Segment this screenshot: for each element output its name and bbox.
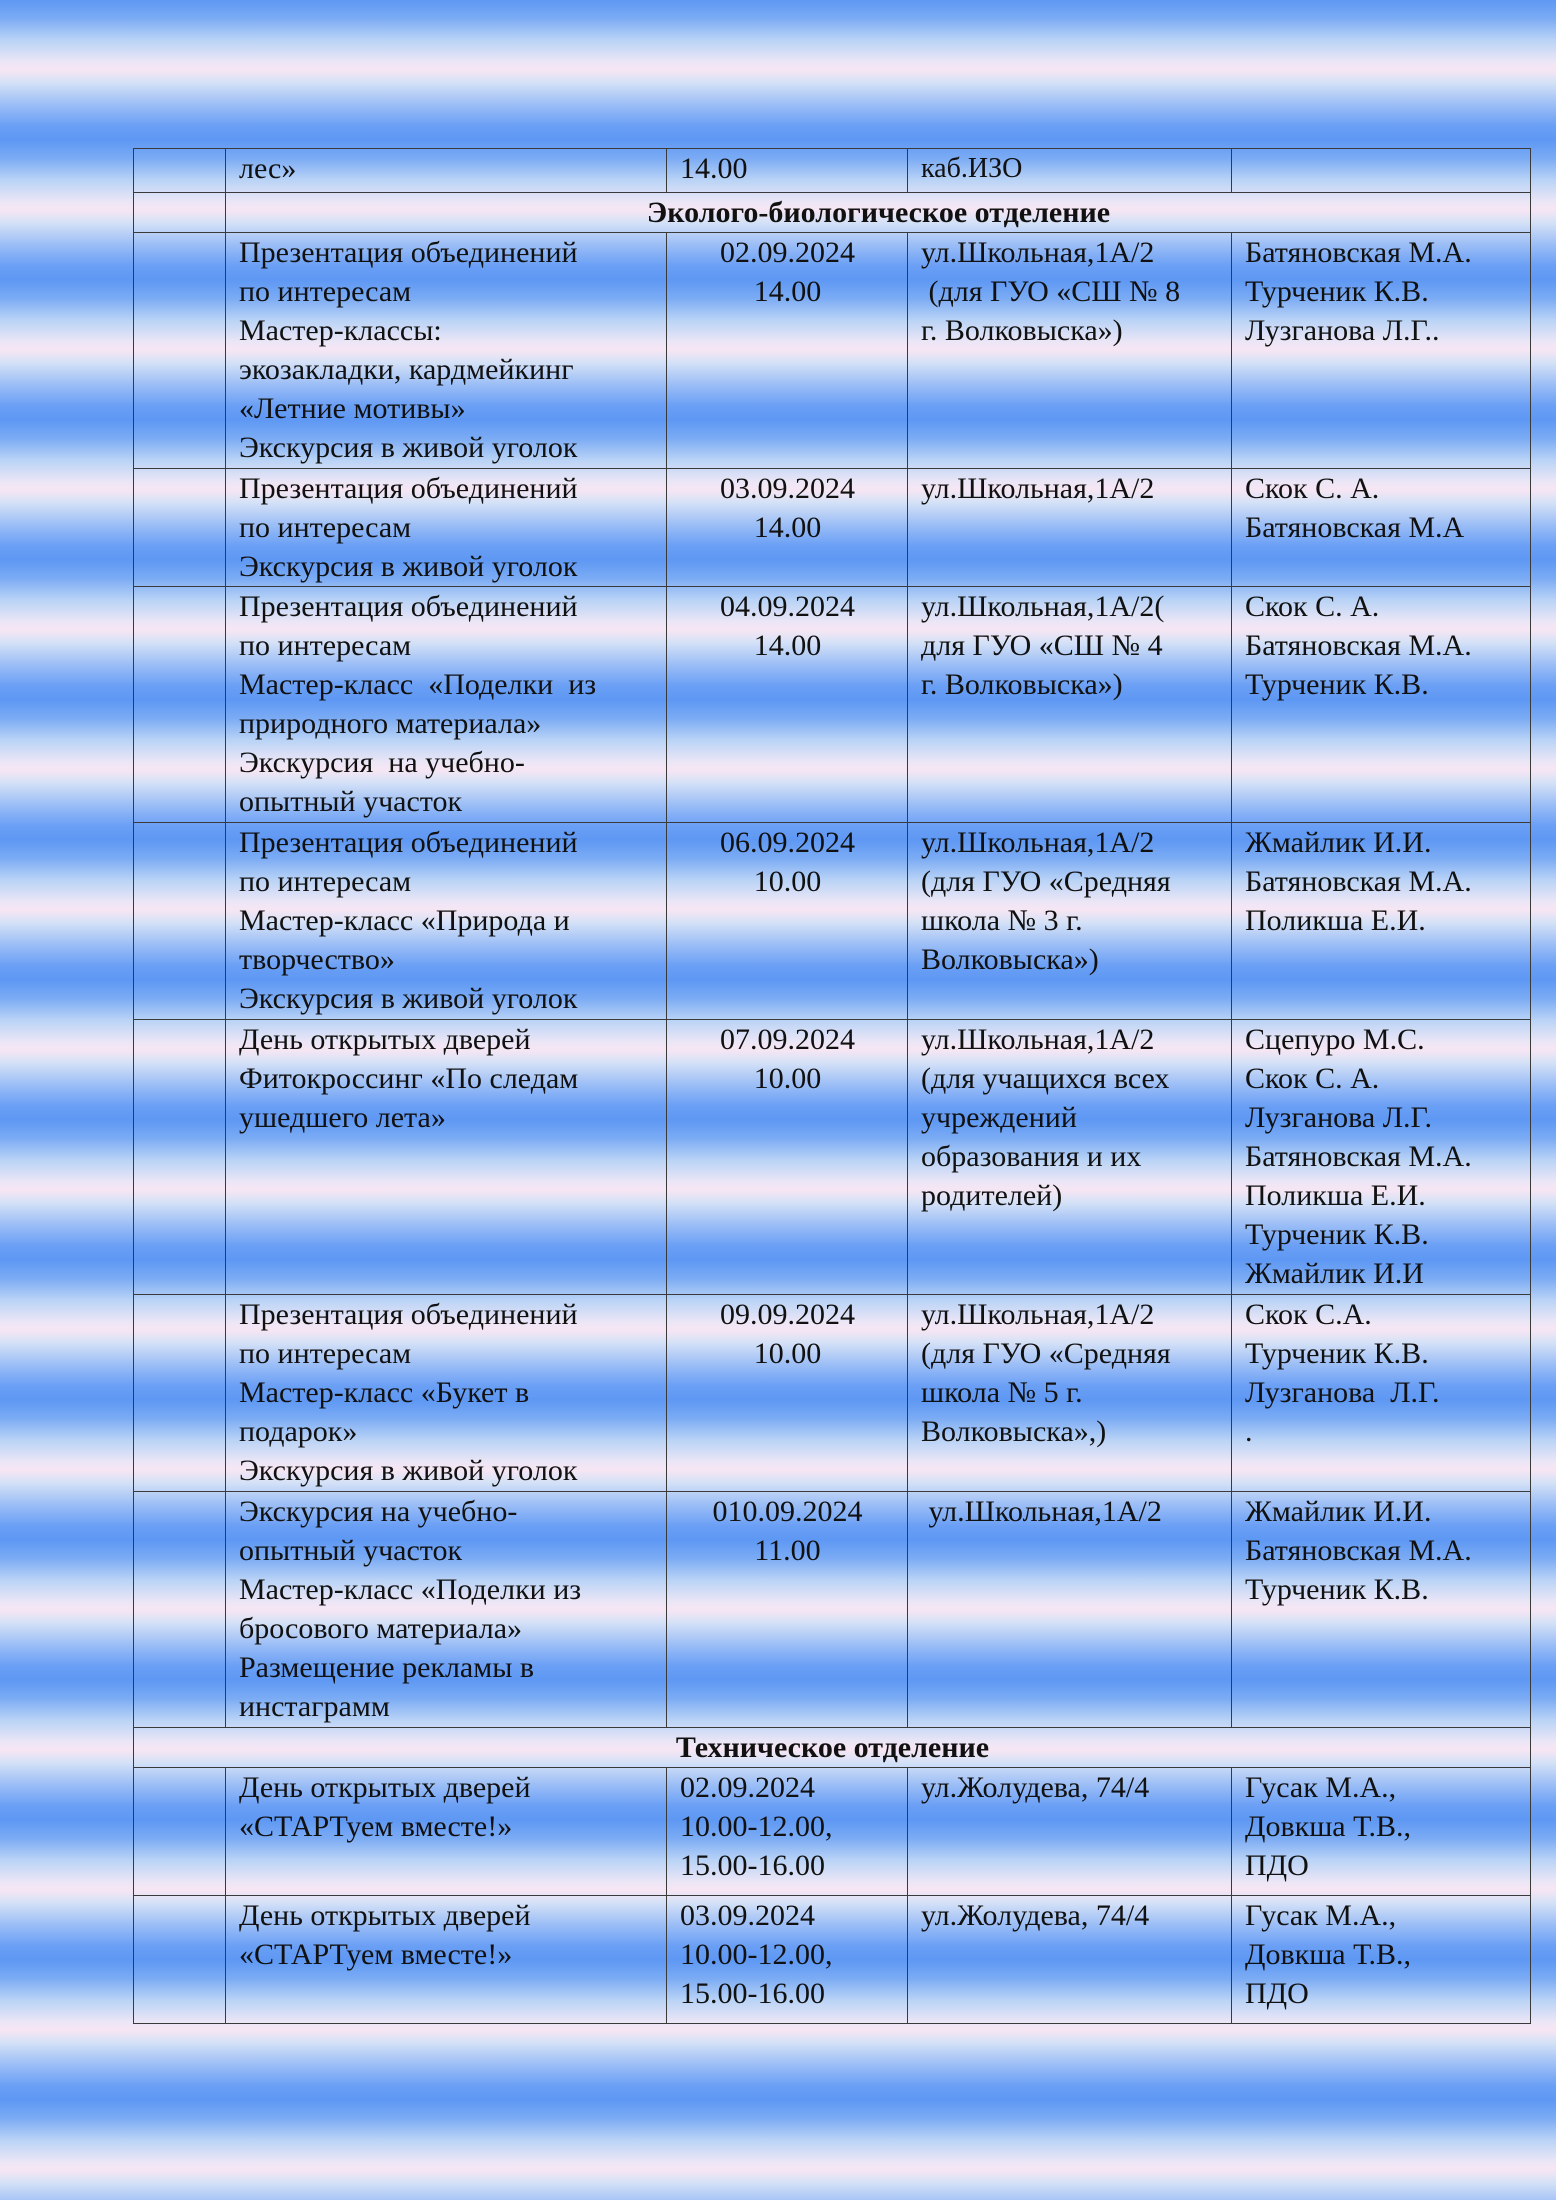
place-line: Волковыска»,) [921,1415,1107,1448]
place-line: учреждений [921,1101,1077,1134]
date-line: 14.00 [753,629,822,662]
schedule-page [133,148,1530,2024]
table-row [134,149,1531,193]
responsible-line: ПДО [1245,1849,1309,1882]
row-number-cell [134,823,226,1020]
responsible-cell [1232,233,1531,469]
place-line: ул.Школьная,1А/2 [921,1495,1162,1528]
event-line: инстаграмм [239,1690,390,1723]
row-number-cell [134,1768,226,1896]
event-line: Презентация объединений [239,236,578,269]
place-cell [908,233,1232,469]
responsible-line: Батяновская М.А. [1245,865,1472,898]
event-line: природного материала» [239,707,542,740]
place-line: ул.Жолудева, 74/4 [921,1771,1150,1804]
event-line: по интересам [239,629,412,662]
date-cell [667,1492,908,1728]
responsible-cell [1232,1020,1531,1295]
responsible-line: Скок С. А. [1245,472,1380,505]
event-line: Мастер-класс «Поделки из [239,1573,582,1606]
place-line: образования и их [921,1140,1142,1173]
date-cell [667,469,908,587]
event-line: День открытых дверей [239,1771,531,1804]
responsible-line: Батяновская М.А. [1245,629,1472,662]
place-cell [908,1492,1232,1728]
table-row [134,469,1531,587]
row-number-cell [134,587,226,823]
date-line: 14.00 [753,275,822,308]
responsible-cell [1232,823,1531,1020]
date-line: 15.00-16.00 [680,1977,825,2010]
responsible-line: Турченик К.В. [1245,275,1429,308]
responsible-line: ПДО [1245,1977,1309,2010]
row-number-cell [134,149,226,193]
responsible-line: Лузганова Л.Г.. [1245,314,1440,347]
event-line: Экскурсия в живой уголок [239,1454,578,1487]
date-line: 03.09.2024 [720,472,855,505]
section-title-tech: Техническое отделение [134,1728,1531,1768]
place-line: школа № 3 г. [921,904,1083,937]
section-header-row [134,193,1531,233]
event-cell [226,1492,667,1728]
eco-section-rows [134,233,1531,1728]
event-line: Фитокроссинг «По следам [239,1062,579,1095]
place-line: (для учащихся всех [921,1062,1170,1095]
place-line: г. Волковыска») [921,668,1123,701]
date-cell [667,1295,908,1492]
date-line: 10.00-12.00, [680,1938,833,1971]
date-cell [667,1020,908,1295]
place-line: родителей) [921,1179,1063,1212]
table-row [134,823,1531,1020]
responsible-cell [1232,1492,1531,1728]
responsible-line: Поликша Е.И. [1245,1179,1426,1212]
place-cell [908,149,1232,193]
event-line: опытный участок [239,785,463,818]
responsible-line: . [1245,1415,1253,1448]
event-line: Экскурсия на учебно- [239,1495,518,1528]
event-cell [226,233,667,469]
date-line: 07.09.2024 [720,1023,855,1056]
table-row [134,1768,1531,1896]
responsible-line: Турченик К.В. [1245,1337,1429,1370]
responsible-line: Турченик К.В. [1245,668,1429,701]
place-cell [908,1896,1232,2024]
responsible-line: Лузганова Л.Г. [1245,1101,1433,1134]
table-row [134,1896,1531,2024]
place-cell [908,469,1232,587]
event-line: День открытых дверей [239,1899,531,1932]
date-cell [667,823,908,1020]
row-number-cell [134,1020,226,1295]
event-line: Экскурсия на учебно- [239,746,525,779]
date-cell [667,149,908,193]
tech-section-rows [134,1768,1531,2024]
row-number-cell [134,193,226,233]
event-line: Мастер-класс «Букет в [239,1376,530,1409]
place-line: ул.Школьная,1А/2 [921,236,1155,269]
date-line: 14.00 [753,511,822,544]
place-cell [908,1768,1232,1896]
date-line: 010.09.2024 [712,1495,863,1528]
table-row [134,1020,1531,1295]
place-cell [908,1020,1232,1295]
date-line: 04.09.2024 [720,590,855,623]
date-cell [667,1896,908,2024]
table-row [134,233,1531,469]
date-line: 11.00 [754,1534,821,1567]
event-line: Мастер-классы: [239,314,442,347]
date-line: 10.00 [753,1062,822,1095]
date-line: 15.00-16.00 [680,1849,825,1882]
event-line: Презентация объединений [239,472,578,505]
date-line: 06.09.2024 [720,826,855,859]
event-line: ушедшего лета» [239,1101,446,1134]
table-row [134,587,1531,823]
responsible-line: Батяновская М.А. [1245,236,1472,269]
event-line: Мастер-класс «Природа и [239,904,570,937]
event-cell [226,469,667,587]
section-title-eco: Эколого-биологическое отделение [226,193,1531,233]
event-line: Презентация объединений [239,826,578,859]
responsible-line: Жмайлик И.И [1245,1257,1424,1290]
date-cell [667,587,908,823]
event-line: Экскурсия в живой уголок [239,550,578,583]
event-line: творчество» [239,943,395,976]
responsible-line: Скок С.А. [1245,1298,1372,1331]
responsible-cell [1232,587,1531,823]
responsible-cell [1232,469,1531,587]
event-line: День открытых дверей [239,1023,531,1056]
place-line: (для ГУО «Средняя [921,865,1171,898]
responsible-line: Турченик К.В. [1245,1218,1429,1251]
row-number-cell [134,1295,226,1492]
date-text: 14.00 [680,152,748,185]
place-line: (для ГУО «Средняя [921,1337,1171,1370]
date-line: 10.00 [753,1337,822,1370]
event-cell [226,823,667,1020]
place-line: ул.Школьная,1А/2 [921,826,1155,859]
place-text: каб.ИЗО [921,153,1023,184]
date-line: 02.09.2024 [720,236,855,269]
event-line: экозакладки, кардмейкинг [239,353,574,386]
schedule-table [133,148,1531,2024]
responsible-line: Гусак М.А., [1245,1771,1397,1804]
responsible-line: Сцепуро М.С. [1245,1023,1425,1056]
responsible-line: Батяновская М.А [1245,511,1465,544]
place-line: ул.Школьная,1А/2 [921,1298,1155,1331]
responsible-cell [1232,149,1531,193]
place-cell [908,1295,1232,1492]
event-line: Презентация объединений [239,590,578,623]
responsible-line: Батяновская М.А. [1245,1140,1472,1173]
responsible-line: Лузганова Л.Г. [1245,1376,1440,1409]
event-line: Презентация объединений [239,1298,578,1331]
date-cell [667,1768,908,1896]
responsible-line: Довкша Т.В., [1245,1810,1411,1843]
responsible-line: Поликша Е.И. [1245,904,1426,937]
responsible-cell [1232,1768,1531,1896]
responsible-line: Жмайлик И.И. [1245,1495,1432,1528]
place-line: Волковыска») [921,943,1099,976]
date-line: 10.00 [753,865,822,898]
place-line: ул.Жолудева, 74/4 [921,1899,1150,1932]
event-cell [226,1768,667,1896]
place-line: (для ГУО «СШ № 8 [921,275,1181,308]
responsible-line: Гусак М.А., [1245,1899,1397,1932]
event-line: Экскурсия в живой уголок [239,982,578,1015]
event-cell [226,149,667,193]
event-line: по интересам [239,1337,412,1370]
date-line: 03.09.2024 [680,1899,815,1932]
event-cell [226,1020,667,1295]
table-row [134,1295,1531,1492]
event-line: подарок» [239,1415,358,1448]
event-line: Размещение рекламы в [239,1651,535,1684]
event-line: бросового материала» [239,1612,523,1645]
table-row [134,1492,1531,1728]
responsible-line: Довкша Т.В., [1245,1938,1411,1971]
responsible-cell [1232,1295,1531,1492]
event-line: «Летние мотивы» [239,392,466,425]
place-line: для ГУО «СШ № 4 [921,629,1163,662]
date-cell [667,233,908,469]
responsible-line: Скок С. А. [1245,590,1380,623]
responsible-line: Батяновская М.А. [1245,1534,1472,1567]
event-cell [226,1896,667,2024]
event-cell [226,1295,667,1492]
event-text: лес» [239,152,297,185]
row-number-cell [134,233,226,469]
event-line: опытный участок [239,1534,463,1567]
place-cell [908,823,1232,1020]
date-line: 02.09.2024 [680,1771,815,1804]
event-line: «СТАРТуем вместе!» [239,1938,513,1971]
responsible-line: Турченик К.В. [1245,1573,1429,1606]
event-line: Мастер-класс «Поделки из [239,668,597,701]
date-line: 09.09.2024 [720,1298,855,1331]
event-line: по интересам [239,511,412,544]
place-line: ул.Школьная,1А/2 [921,472,1155,505]
place-line: г. Волковыска») [921,314,1123,347]
event-line: «СТАРТуем вместе!» [239,1810,513,1843]
event-line: Экскурсия в живой уголок [239,431,578,464]
place-cell [908,587,1232,823]
row-number-cell [134,1896,226,2024]
responsible-line: Скок С. А. [1245,1062,1380,1095]
row-number-cell [134,469,226,587]
section-header-row [134,1728,1531,1768]
row-number-cell [134,1492,226,1728]
event-line: по интересам [239,275,412,308]
place-line: школа № 5 г. [921,1376,1083,1409]
responsible-cell [1232,1896,1531,2024]
place-line: ул.Школьная,1А/2( [921,590,1165,623]
event-cell [226,587,667,823]
place-line: ул.Школьная,1А/2 [921,1023,1155,1056]
date-line: 10.00-12.00, [680,1810,833,1843]
responsible-line: Жмайлик И.И. [1245,826,1432,859]
event-line: по интересам [239,865,412,898]
